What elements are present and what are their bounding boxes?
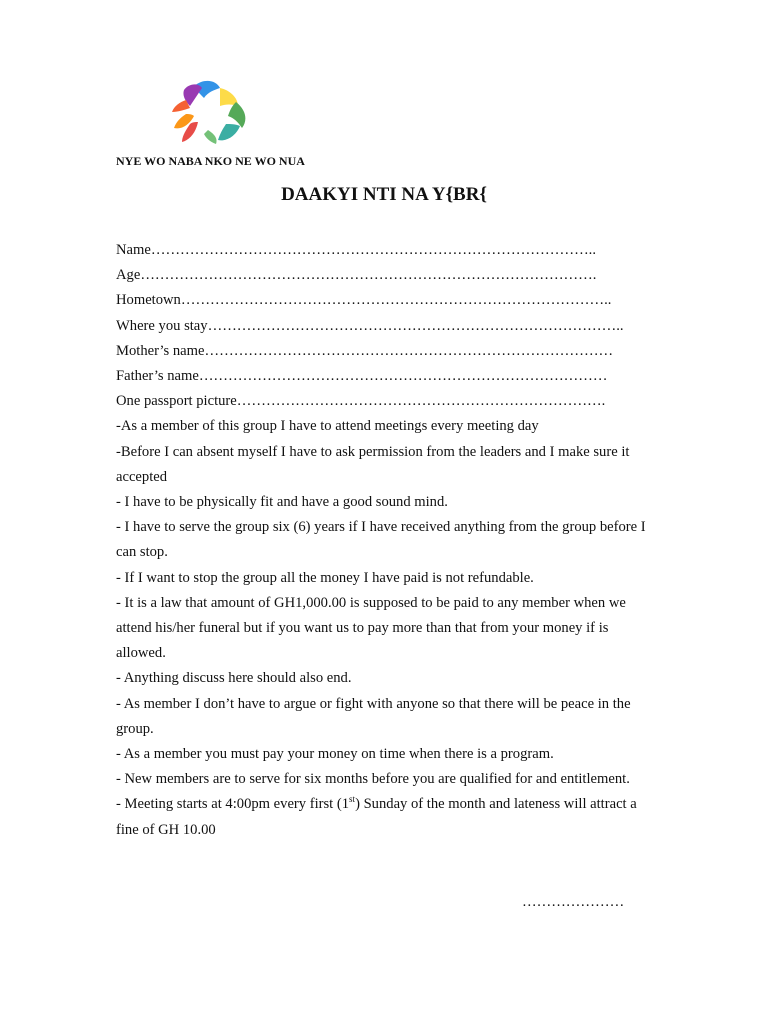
rule-text: ) Sunday of the month and lateness will attract a fine of GH 10.00 bbox=[116, 796, 637, 838]
fill-in-line: …………………………………………………………………………….. bbox=[180, 292, 612, 309]
rule-text: - Meeting starts at 4:00pm every first (1 bbox=[116, 796, 350, 813]
organization-logo bbox=[164, 76, 252, 148]
fill-in-line: …………………………………………………………………. bbox=[236, 393, 606, 410]
document-title: DAAKYI NTI NA Y{BR{ bbox=[281, 184, 487, 205]
signature-line: ………………… bbox=[522, 894, 625, 910]
fill-in-line: …………………………………………………………………………………. bbox=[140, 267, 597, 284]
passport-picture-field bbox=[116, 389, 656, 414]
field-label: Age bbox=[116, 267, 141, 284]
field-label: Hometown bbox=[116, 292, 181, 309]
rule-item: - I have to be physically fit and have a good sound mind. bbox=[116, 494, 448, 511]
rule-item-meeting-time bbox=[116, 792, 656, 842]
residence-field bbox=[116, 314, 656, 339]
rule-item: - New members are to serve for six months before you are qualified for and entitlement. bbox=[116, 771, 630, 788]
field-label: Name bbox=[116, 242, 151, 258]
field-label: Mother’s name bbox=[116, 342, 205, 359]
colorful-hands-logo-icon bbox=[164, 76, 252, 148]
form-body bbox=[116, 238, 656, 843]
rule-item: - I have to serve the group six (6) years if I have received anything from the group before I can stop. bbox=[116, 519, 646, 561]
rule-item: - As a member you must pay your money on time when there is a program. bbox=[116, 746, 554, 763]
organization-name: NYE WO NABA NKO NE WO NUA bbox=[116, 154, 305, 168]
field-label: One passport picture bbox=[116, 393, 237, 410]
rule-item: - Anything discuss here should also end. bbox=[116, 670, 352, 687]
age-field bbox=[116, 263, 656, 288]
name-field bbox=[116, 238, 656, 263]
father-name-field bbox=[116, 364, 656, 389]
fill-in-line: ………………………………………………………………………… bbox=[204, 342, 614, 359]
rule-item: -As a member of this group I have to attend meetings every meeting day bbox=[116, 418, 539, 435]
rule-item: - It is a law that amount of GH1,000.00 is supposed to be paid to any member when we attend his/her funeral but if you want us to pay more than that from your money if is allowed. bbox=[116, 594, 626, 662]
mother-name-field bbox=[116, 339, 656, 364]
hometown-field bbox=[116, 288, 656, 313]
fill-in-line: ………………………………………………………………………… bbox=[198, 368, 608, 385]
ordinal-suffix: st bbox=[349, 794, 356, 805]
field-label: Where you stay bbox=[116, 317, 208, 334]
field-label: Father’s name bbox=[116, 368, 199, 385]
fill-in-line: ………………………………………………………………………….. bbox=[207, 317, 624, 334]
rule-item: -Before I can absent myself I have to ask permission from the leaders and I make sure it accepted bbox=[116, 443, 630, 485]
rule-item: - If I want to stop the group all the money I have paid is not refundable. bbox=[116, 569, 534, 586]
fill-in-line: ……………………………………………………………………………….. bbox=[150, 242, 596, 258]
rule-item: - As member I don’t have to argue or fight with anyone so that there will be peace in the group. bbox=[116, 695, 631, 737]
